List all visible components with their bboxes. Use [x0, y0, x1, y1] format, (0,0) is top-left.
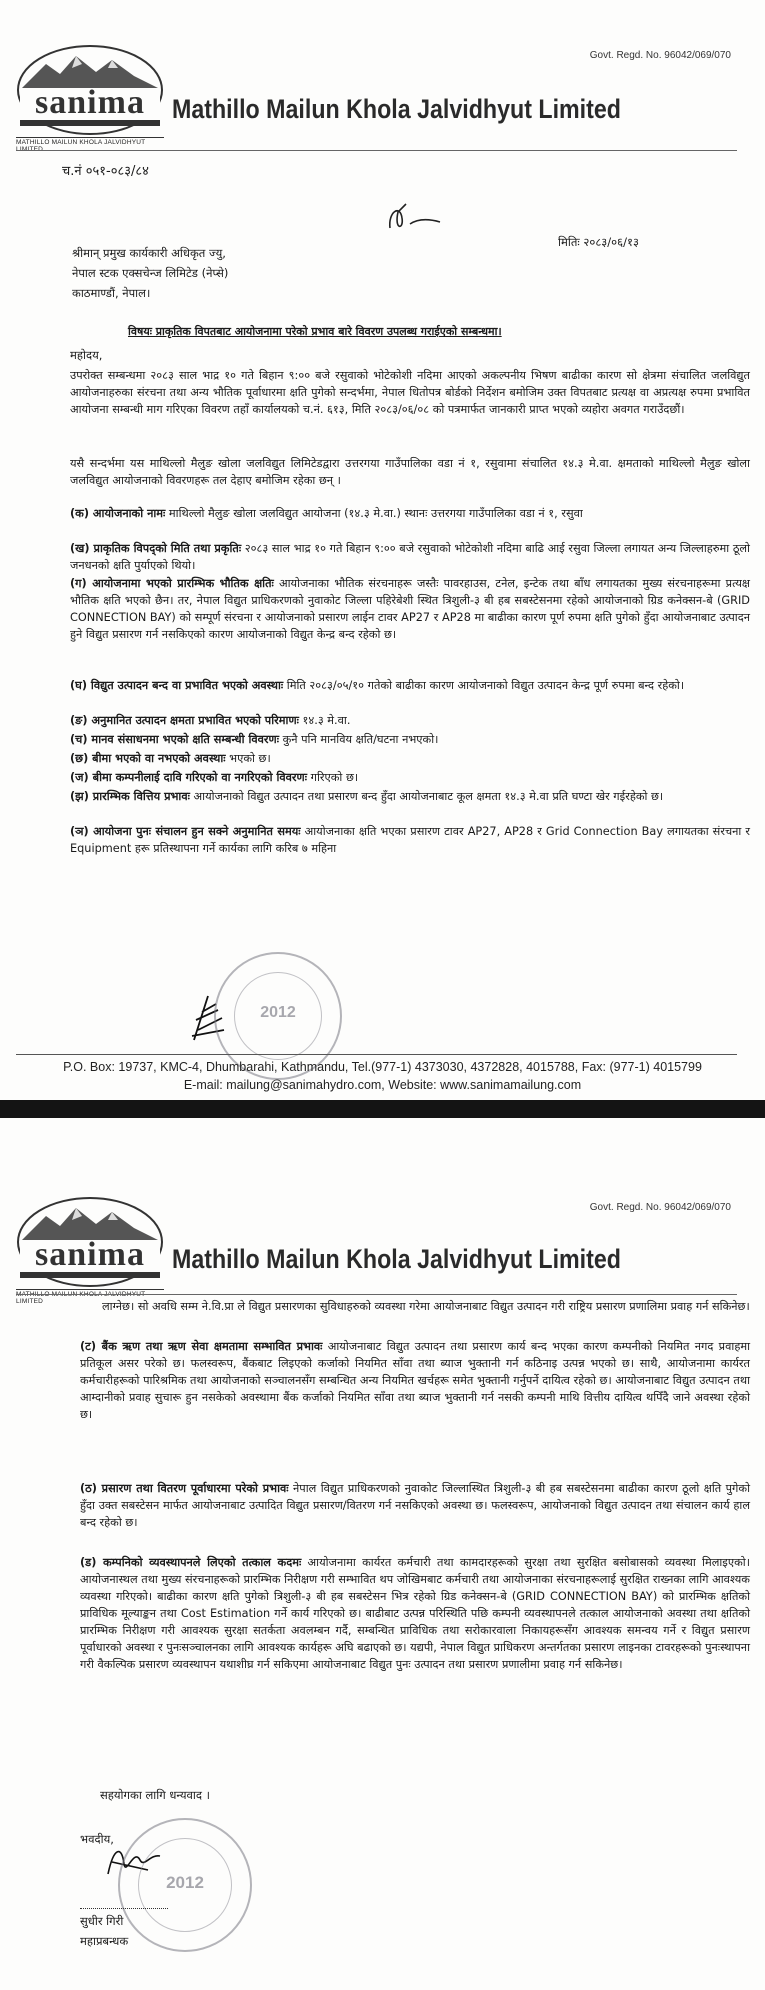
header-divider [16, 1294, 737, 1295]
recipient-line-1: श्रीमान् प्रमुख कार्यकारी अधिकृत ज्यु, [72, 246, 226, 260]
logo-wordmark: sanima [35, 84, 145, 121]
footer-contact: E-mail: mailung@sanimahydro.com, Website: www.sanimamailung.com [183, 1078, 582, 1092]
list-item-heading: (घ) विद्युत उत्पादन बन्द वा प्रभावित भएको अवस्थाः [70, 679, 284, 692]
list-item-text: भएको छ। [225, 752, 271, 765]
list-item-text: आयोजनाका क्षति भएका प्रसारण टावर AP27, AP28 र Grid Connection Bay लगायतका संरचना र Equipment हरू प्रतिस्थापना गर्ने कार्यका लागि करिब ७ महिना [70, 825, 750, 855]
list-item [80, 1338, 750, 1423]
salutation: महोदय, [70, 348, 103, 362]
list-item [70, 505, 750, 522]
list-item-text: कुनै पनि मानविय क्षति/घटना नभएको। [279, 733, 439, 746]
logo-subtitle: MATHILLO MAILUN KHOLA JALVIDHYUT [16, 137, 164, 153]
list-item-text: आयोजनाको विद्युत उत्पादन तथा प्रसारण बन्द हुँदा आयोजनाबाट कूल क्षमता १४.३ मे.वा प्रति घण्टा खेर गईरहेको छ। [189, 790, 664, 803]
company-name: Mathillo Mailun Khola Jalvidhyut Limited [172, 94, 621, 124]
list-item-heading: (ङ) अनुमानित उत्पादन क्षमता प्रभावित भएको परिमाणः [70, 714, 299, 727]
company-logo [16, 44, 164, 153]
footer-divider [16, 1054, 737, 1055]
list-item-heading: (ज) बीमा कम्पनीलाई दावि गरिएको वा नगरिएको विवरणः [70, 771, 307, 784]
list-item-text: १४.३ मे.वा. [298, 714, 351, 727]
letter-subject: विषयः प्राकृतिक विपतबाट आयोजनामा परेको प्रभाव बारे विवरण उपलब्ध गराईएको सम्बन्धमा। [128, 325, 502, 338]
seal-year: 2012 [260, 1004, 296, 1021]
list-item [70, 788, 750, 805]
list-item-heading: (ञ) आयोजना पुनः संचालन हुन सक्ने अनुमानित समयः [70, 825, 301, 838]
thanks-line: सहयोगका लागि धन्यवाद । [100, 1788, 210, 1802]
signatory-name: सुधीर गिरी [80, 1914, 124, 1928]
list-item-heading: (छ) बीमा भएको वा नभएको अवस्थाः [70, 752, 226, 765]
signatory-title: महाप्रबन्धक [80, 1934, 129, 1948]
list-item-text: माथिल्लो मैलुङ खोला जलविद्युत आयोजना (१४.३ मे.वा.) स्थानः उत्तरगया गाउँपालिका वडा नं १, रसुवा [165, 507, 583, 520]
handwritten-mark [386, 200, 446, 232]
list-item [80, 1480, 750, 1531]
list-item-text: नेपाल विद्युत प्राधिकरणको नुवाकोट जिल्लास्थित त्रिशुली-३ बी हब सबस्टेसनमा बाढीका कारण ठूलो क्षति पुगेको हुँदा उक्त सबस्टेसन मार्फत आयोजनाबाट उत्पादित विद्युत प्रसारण/वितरण गर्न नसकिएको अवस्था छ। फलस्वरूप, आयोजनाको विद्युत उत्पादन तथा संचालन कार्य हाल बन्द रहेको छ। [80, 1482, 750, 1529]
list-item-text: मिति २०८३/०५/१० गतेको बाढीका कारण आयोजनाको विद्युत उत्पादन केन्द्र पूर्ण रुपमा बन्द रहेको। [283, 679, 685, 692]
company-name: Mathillo Mailun Khola Jalvidhyut Limited [172, 1244, 621, 1274]
recipient-line-2: नेपाल स्टक एक्सचेन्ज लिमिटेड (नेप्से) [72, 266, 229, 280]
list-item [70, 575, 750, 643]
list-item-text: २०८३ साल भाद्र १० गते बिहान ९:०० बजे रसुवाको भोटेकोशी नदिमा बाढि आई रसुवा जिल्ला लगायत अन्य जिल्लाहरुमा ठूलो जनधनको क्षति पुर्याएको थियो। [70, 542, 750, 572]
registration-number: Govt. Regd. No. 96042/069/070 [589, 50, 731, 61]
letter-date: मितिः २०८३/०६/१३ [558, 235, 639, 249]
company-seal [118, 1818, 252, 1952]
list-item-text: आयोजनाका भौतिक संरचनाहरू जस्तैः पावरहाउस, टनेल, इन्टेक तथा बाँध लगायतका मुख्य संरचनाहरूमा प्रत्यक्ष भौतिक क्षति भएको छैन। तर, नेपाल विद्युत प्राधिकरणको नुवाकोट जिल्ला पहिरेबेशी स्थित त्रिशुली-३ बी हब सबस्टेसनमा रहेको आयोजनाको ग्रिड कनेक्सन-बे (GRID CONNECTION BAY) को सम्पूर्ण संरचना र आयोजनाको प्रसारण लाईन टावर AP27 र AP28 मा बाढीका कारण पूर्ण रुपमा क्षति पुगेको हुँदा आयोजनाबाट उत्पादन हुने विद्युत प्रसारण गर्न नसकिएको कारण आयोजनाको विद्युत केन्द्र बन्द रहेको छ। [70, 577, 751, 641]
seal-year: 2012 [166, 1873, 204, 1892]
list-item [70, 540, 750, 574]
list-item-heading: (च) मानव संसाधनमा भएको क्षति सम्बन्धी विवरणः [70, 733, 280, 746]
list-item-heading: (ट) बैंक ऋण तथा ऋण सेवा क्षमतामा सम्भावित प्रभावः [80, 1340, 323, 1353]
list-item [70, 731, 750, 748]
header-divider [16, 150, 737, 151]
body-paragraph-1: उपरोक्त सम्बन्धमा २०८३ साल भाद्र १० गते बिहान ९:०० बजे रसुवाको भोटेकोशी नदिमा आएको अकल्पनीय भिषण बाढीका कारण सो क्षेत्रमा संचालित जलविद्युत आयोजनाहरुका संरचना तथा अन्य भौतिक पूर्वाधारमा क्षति पुगेको सन्दर्भमा, नेपाल धितोपत्र बोर्डको निर्देशन बमोजिम उक्त विपतबाट प्रत्यक्ष वा अप्रत्यक्ष रुपमा प्रभावित आयोजना सम्बन्धी माग गरिएका विवरण तहाँ कार्यालयको च.नं. ६१३, मिति २०८३/०६/०८ को पत्रमार्फत जानकारी प्राप्त भएको व्यहोरा अवगत गराउँदछौं। [70, 369, 750, 416]
list-item-heading: (ख) प्राकृतिक विपद्को मिति तथा प्रकृतिः [70, 542, 242, 555]
list-item [70, 677, 750, 694]
company-logo [16, 1196, 164, 1305]
list-item-text: आयोजनाबाट विद्युत उत्पादन तथा प्रसारण कार्य बन्द भएका कारण कम्पनीको नियमित नगद प्रवाहमा प्रतिकूल असर परेको छ। फलस्वरूप, बैंकबाट लिइएको कर्जाको नियमित साँवा तथा ब्याज भुक्तानी गर्न कठिनाइ उत्पन्न भएको छ। साथै, आयोजनामा कार्यरत कर्मचारीहरूको पारिश्रमिक तथा आयोजनाको सञ्चालनसँग सम्बन्धित अन्य नियमित खर्चहरू समेत भुक्तानी गर्नुपर्ने दायित्व रहेको छ। आयोजनाबाट विद्युत उत्पादन तथा आम्दानीको प्रवाह सुचारू हुन नसकेको अवस्थामा बैंक कर्जाको नियमित साँवा तथा ब्याज भुक्तानी गर्न नसकी कम्पनी माथि वित्तीय दायित्व थपिँदै जाने अवस्था रहेको छ। [80, 1340, 751, 1421]
list-item-heading: (ठ) प्रसारण तथा वितरण पूर्वाधारमा परेको प्रभावः [80, 1482, 289, 1495]
closing: भवदीय, [80, 1832, 114, 1846]
body-paragraph-2: यसै सन्दर्भमा यस माथिल्लो मैलुङ खोला जलविद्युत लिमिटेडद्वारा उत्तरगया गाउँपालिका वडा नं १, रसुवामा संचालित १४.३ मे.वा. क्षमताको माथिल्लो मैलुङ खोला जलविद्युत आयोजनाको विवरणहरू तल देहाए बमोजिम रहेका छन् । [70, 457, 750, 487]
list-item-heading: (क) आयोजनाको नामः [70, 507, 166, 520]
signature-line [80, 1908, 168, 1909]
list-item-text: आयोजनामा कार्यरत कर्मचारी तथा कामदारहरूको सुरक्षा तथा सुरक्षित बसोबासको व्यवस्था मिलाइएको। आयोजनास्थल तथा मुख्य संरचनाहरूको प्रारम्भिक निरीक्षण गरी सम्भावित थप जोखिमबाट कर्मचारी तथा आयोजनाका संरचनाहरूलाई सुरक्षित राख्नका लागि आवश्यक व्यवस्था गरिएको। बाढीका कारण क्षति पुगेको त्रिशुली-३ बी हब सबस्टेसन भित्र रहेको ग्रिड कनेक्सन-बे (GRID CONNECTION BAY) को प्रारम्भिक क्षतिको प्राविधिक मूल्याङ्कन तथा Cost Estimation गर्ने कार्य गरिएको छ। बाढीबाट उत्पन्न परिस्थिति पछि कम्पनी व्यवस्थापनले तत्काल आयोजनाको अवस्था तथा क्षतिको प्रारम्भिक निरीक्षण गरी आवश्यक सुरक्षा सतर्कता अवलम्बन गर्दै, सम्बन्धित प्राविधिक तथा सरोकारवाला निकायहरूसँग आवश्यक समन्वय गर्ने र विद्युत प्रसारण पूर्वाधारको अवस्था र पुनःसञ्चालनका लागि आवश्यक कार्यहरू अघि बढाएको छ। यद्यपी, नेपाल विद्युत प्राधिकरण अन्तर्गतका प्रसारण लाइनका टावरहरूको पुनःस्थापना गरी वैकल्पिक प्रसारण व्यवस्थापन यथाशीघ्र गर्न सकिएमा आयोजनाबाट विद्युत पुनः उत्पादन तथा प्रसारण प्रणालीमा प्रवाह गर्न सकिनेछ। [80, 1556, 750, 1671]
logo-subtitle: LIMITED [16, 1289, 164, 1305]
list-item [80, 1554, 750, 1673]
letter-page-2 [0, 1118, 765, 1990]
list-item [70, 823, 750, 857]
list-item-heading: (ड) कम्पनिको व्यवस्थापनले लिएको तत्काल कदमः [80, 1556, 302, 1569]
footer-address: P.O. Box: 19737, KMC-4, Dhumbarahi, Kathmandu, Tel.(977-1) 4373030, 4372828, 4015788, Fax: (977-1) 4015799 [63, 1060, 702, 1074]
list-item-heading: (झ) प्रारम्भिक वित्तिय प्रभावः [70, 790, 190, 803]
recipient-line-3: काठमाण्डौं, नेपाल। [72, 286, 151, 300]
reference-number: च.नं ०५१-०८३/८४ [62, 164, 149, 179]
continued-paragraph: लाग्नेछ। सो अवधि सम्म ने.वि.प्रा ले विद्युत प्रसारणका सुविधाहरुको व्यवस्था गरेमा आयोजनाबाट विद्युत उत्पादन गरी राष्ट्रिय प्रसारण प्रणालिमा प्रवाह गर्न सकिनेछ। [102, 1300, 750, 1313]
page-separator [0, 1100, 765, 1118]
list-item-text: गरिएको छ। [307, 771, 359, 784]
registration-number: Govt. Regd. No. 96042/069/070 [589, 1202, 731, 1213]
list-item [70, 769, 750, 786]
list-item [70, 712, 750, 729]
list-item [70, 750, 750, 767]
list-item-heading: (ग) आयोजनामा भएको प्रारम्भिक भौतिक क्षतिः [70, 577, 274, 590]
logo-wordmark: sanima [35, 1236, 145, 1273]
